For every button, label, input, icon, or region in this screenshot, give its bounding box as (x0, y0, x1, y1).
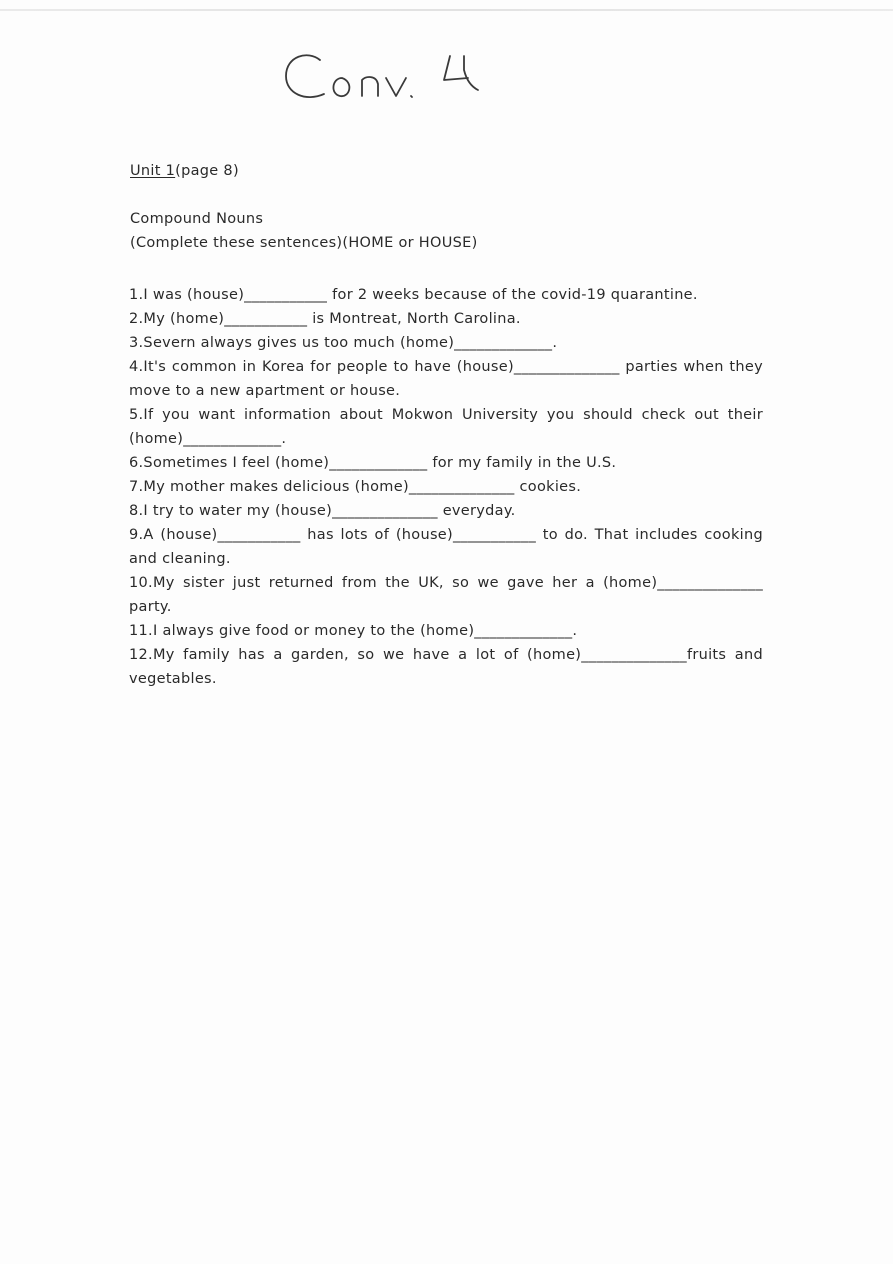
section-title: Compound Nouns (130, 211, 264, 227)
exercise-list (129, 283, 763, 691)
unit-reference (130, 163, 239, 179)
exercise-item: 6.Sometimes I feel (home)_____________ for my family in the U.S. (129, 455, 617, 471)
exercise-item: 12.My family has a garden, so we have a lot of (home)______________fruits and vegetables. (129, 647, 763, 687)
exercise-item: 11.I always give food or money to the (home)_____________. (129, 623, 578, 639)
exercise-item: 1.I was (house)___________ for 2 weeks because of the covid-19 quarantine. (129, 287, 698, 303)
exercise-item: 9.A (house)___________ has lots of (house)___________ to do. That includes cooking and cleaning. (129, 527, 763, 567)
exercise-item: 10.My sister just returned from the UK, so we gave her a (home)______________ party. (129, 575, 763, 615)
exercise-item: 4.It's common in Korea for people to have (house)______________ parties when they move to a new apartment or house. (129, 359, 763, 399)
unit-page-ref: (page 8) (175, 163, 239, 179)
section-instruction: (Complete these sentences)(HOME or HOUSE) (130, 235, 478, 251)
scan-edge-line (0, 9, 893, 11)
exercise-item: 5.If you want information about Mokwon University you should check out their (home)_____________. (129, 407, 763, 447)
exercise-item: 7.My mother makes delicious (home)______________ cookies. (129, 479, 582, 495)
unit-label: Unit 1 (130, 163, 176, 179)
exercise-item: 8.I try to water my (house)______________ everyday. (129, 503, 516, 519)
handwritten-title (280, 48, 490, 108)
exercise-item: 2.My (home)___________ is Montreat, North Carolina. (129, 311, 521, 327)
exercise-item: 3.Severn always gives us too much (home)_____________. (129, 335, 558, 351)
